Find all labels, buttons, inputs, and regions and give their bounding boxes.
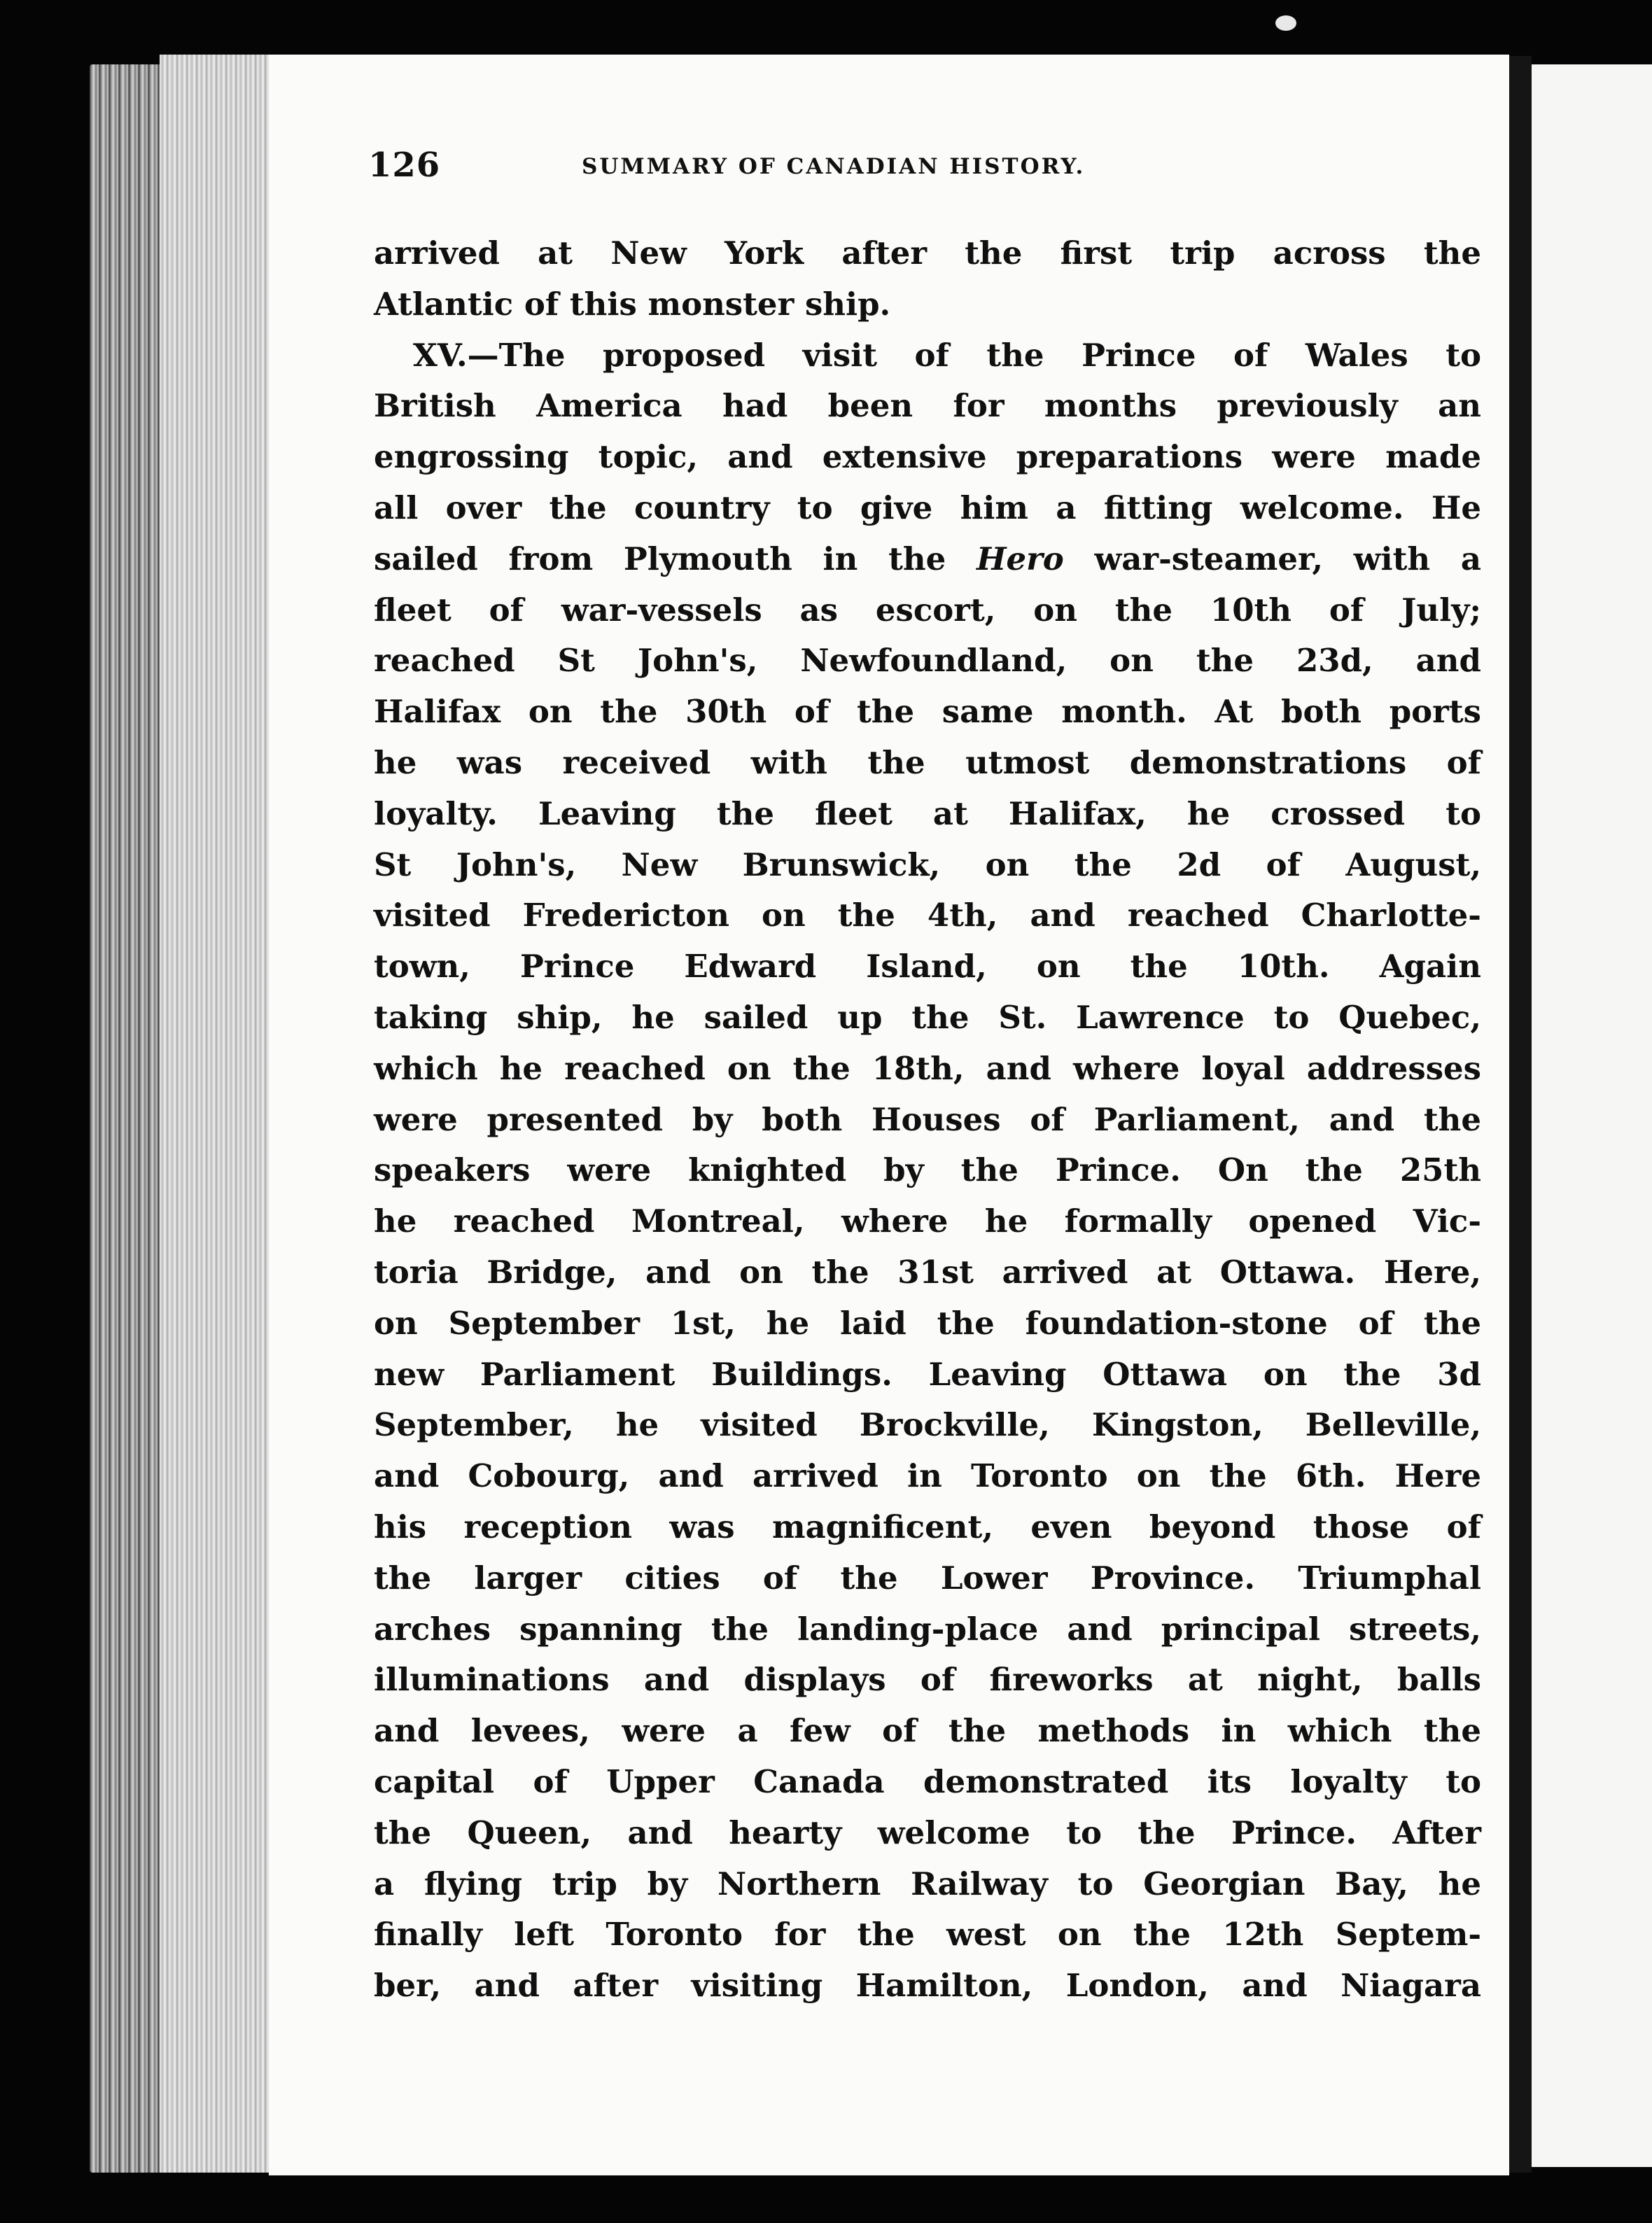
text-line: British America had been for months previously an bbox=[374, 387, 1481, 425]
page-header bbox=[368, 146, 1460, 202]
text-line: and levees, were a few of the methods in which the bbox=[374, 1712, 1481, 1750]
text-line: capital of Upper Canada demonstrated its loyalty to bbox=[374, 1762, 1481, 1800]
text-line: September, he visited Brockville, Kingston, Belleville, bbox=[374, 1406, 1481, 1444]
text-line: illuminations and displays of fireworks at night, balls bbox=[374, 1661, 1481, 1699]
text-line: a flying trip by Northern Railway to Georgian Bay, he bbox=[374, 1865, 1481, 1902]
text-line: town, Prince Edward Island, on the 10th. Again bbox=[374, 948, 1481, 986]
page-number: 126 bbox=[368, 146, 441, 185]
text-line: finally left Toronto for the west on the 12th Septem- bbox=[374, 1916, 1481, 1954]
text-line: his reception was magnificent, even beyond those of bbox=[374, 1508, 1481, 1545]
book-page bbox=[269, 55, 1509, 2175]
text-line: he reached Montreal, where he formally opened Vic- bbox=[374, 1202, 1481, 1240]
text-line: loyalty. Leaving the fleet at Halifax, he crossed to bbox=[374, 794, 1481, 832]
text-line: he was received with the utmost demonstrations of bbox=[374, 743, 1481, 781]
text-line: Halifax on the 30th of the same month. At both ports bbox=[374, 693, 1481, 731]
text-line: engrossing topic, and extensive preparations were made bbox=[374, 438, 1481, 476]
text-segment: war-steamer, with a bbox=[1063, 540, 1481, 577]
text-line: ber, and after visiting Hamilton, London, and Niagara bbox=[374, 1967, 1481, 2005]
text-line: and Cobourg, and arrived in Toronto on the 6th. Here bbox=[374, 1457, 1481, 1495]
text-line: the Queen, and hearty welcome to the Prince. After bbox=[374, 1814, 1481, 1851]
text-line: arches spanning the landing-place and principal streets, bbox=[374, 1610, 1481, 1648]
text-line: arrived at New York after the first trip across the bbox=[374, 234, 1481, 272]
text-line: toria Bridge, and on the 31st arrived at Ottawa. Here, bbox=[374, 1253, 1481, 1291]
text-line: the larger cities of the Lower Province. Triumphal bbox=[374, 1559, 1481, 1597]
text-line: all over the country to give him a fitting welcome. He bbox=[374, 489, 1481, 526]
paragraph-start-line: XV.—The proposed visit of the Prince of Wales to bbox=[413, 336, 1481, 374]
scan-speck bbox=[1275, 15, 1296, 31]
facing-page bbox=[1532, 64, 1652, 2167]
text-line bbox=[374, 534, 1481, 585]
text-line: which he reached on the 18th, and where loyal addresses bbox=[374, 1049, 1481, 1087]
text-line: were presented by both Houses of Parliament, and the bbox=[374, 1100, 1481, 1138]
text-line: reached St John's, Newfoundland, on the 23d, and bbox=[374, 642, 1481, 680]
page-edges-inner bbox=[160, 55, 279, 2173]
ship-name: Hero bbox=[976, 540, 1064, 577]
text-line: fleet of war-vessels as escort, on the 10th of July; bbox=[374, 591, 1481, 629]
text-line: Atlantic of this monster ship. bbox=[374, 285, 891, 323]
text-line: speakers were knighted by the Prince. On the 25th bbox=[374, 1151, 1481, 1189]
running-title: SUMMARY OF CANADIAN HISTORY. bbox=[582, 154, 1086, 179]
text-line: on September 1st, he laid the foundation-stone of the bbox=[374, 1304, 1481, 1342]
text-line: new Parliament Buildings. Leaving Ottawa on the 3d bbox=[374, 1355, 1481, 1393]
body-text bbox=[374, 228, 1481, 2012]
text-line: taking ship, he sailed up the St. Lawrence to Quebec, bbox=[374, 998, 1481, 1036]
text-line: St John's, New Brunswick, on the 2d of August, bbox=[374, 846, 1481, 883]
text-line: visited Fredericton on the 4th, and reached Charlotte- bbox=[374, 897, 1481, 934]
text-segment: sailed from Plymouth in the bbox=[374, 540, 976, 577]
